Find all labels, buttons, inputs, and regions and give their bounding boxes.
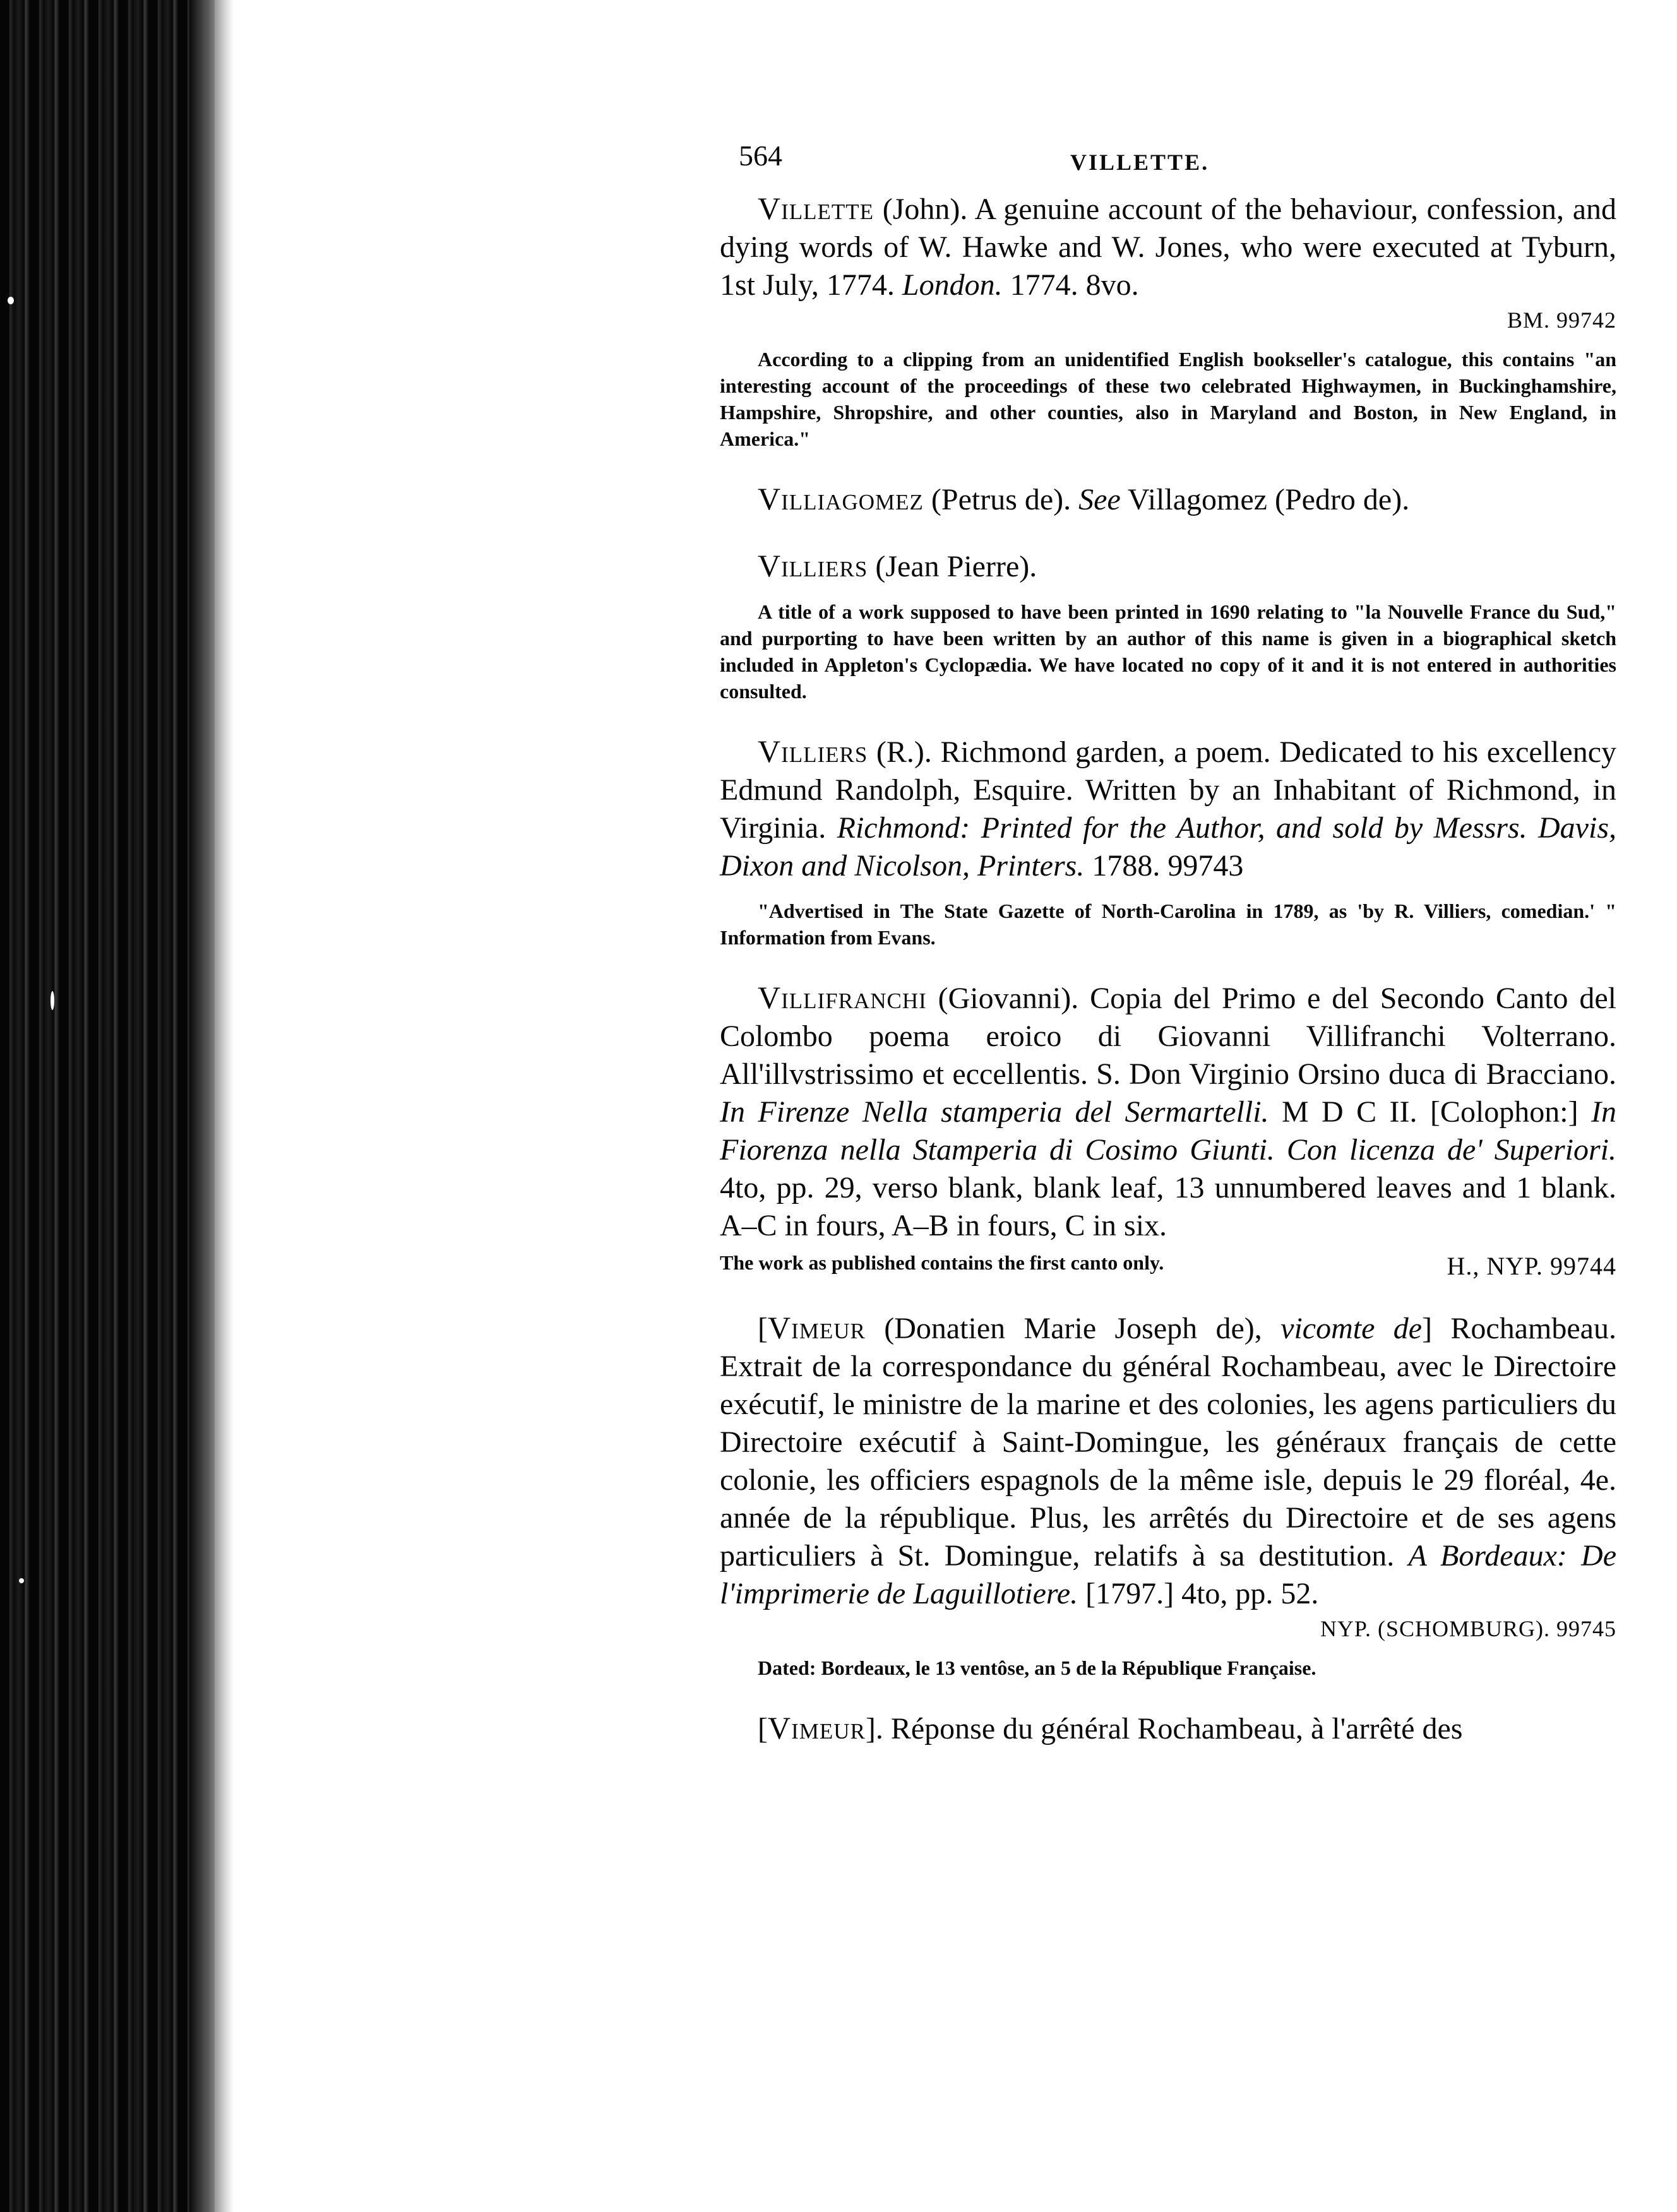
entry-heading: Villifranchi: [758, 980, 927, 1015]
gutter-speck: [8, 297, 14, 304]
bibliographic-entry: [720, 1309, 1616, 1613]
gutter-speck: [19, 1578, 24, 1583]
entry-note: A title of a work supposed to have been printed in 1690 relating to "la Nouvelle France du Sud," and purporting to have been written by an author of this name is given in a biographical sketch included in Appleton's Cyclopædia. We have located no copy of it and it is not entered in authorities consulted.: [720, 600, 1616, 703]
page-number: 564: [739, 140, 782, 172]
bibliographic-entry: [720, 189, 1616, 304]
entry-imprint: London.: [902, 268, 1003, 302]
bibliographic-entry: [720, 1709, 1616, 1748]
entry-text: (Jean Pierre).: [868, 550, 1037, 583]
entry-text: ] Rochambeau. Extrait de la correspondance du général Rochambeau, avec le Directoire exécutif, le ministre de la marine et des colonies, les agens particuliers du Directoire exécutif à Saint-Domingue, les généraux français de cette colonie, les officiers espagnols de la même isle, depuis le 29 floréal, 4e. année de la république. Plus, les arrêtés du Directoire et de ses agens particuliers à St. Domingue, relatifs à sa destitution.: [720, 1312, 1616, 1573]
running-head: [720, 114, 1616, 189]
entry-note: The work as published contains the first canto only.: [720, 1251, 1164, 1274]
book-page: [720, 114, 1616, 1748]
bibliographic-entry: [720, 480, 1616, 519]
bibliographic-entry: [720, 978, 1616, 1245]
entry-heading: Villiers: [758, 734, 868, 769]
entry-note: According to a clipping from an unidentified English bookseller's catalogue, this contains "an interesting account of the proceedings of these two celebrated Highwaymen, in Buckinghamshire, Hampshire, Shropshire, and other counties, also in Maryland and Boston, in New England, in America.": [720, 348, 1616, 450]
entry-location: NYP. (SCHOMBURG). 99745: [1320, 1616, 1616, 1641]
running-title: VILLETTE.: [1070, 150, 1210, 175]
entry-text: ]. Réponse du général Rochambeau, à l'arrêté des: [865, 1712, 1463, 1745]
entry-see: See: [1078, 483, 1121, 516]
gutter-speck: [51, 991, 54, 1010]
entry-text: [1797.] 4to, pp. 52.: [1078, 1577, 1319, 1610]
entry-bracket: [: [758, 1312, 768, 1345]
entry-text: 1774. 8vo.: [1002, 268, 1139, 302]
entry-text: (R.). Richmond garden, a poem. Dedicated to his excellency Edmund Randolph, Esquire. Written by an Inhabitant of Richmond, in Virginia.: [720, 735, 1616, 845]
entry-location: BM. 99742: [1507, 307, 1616, 333]
entry-colophon-imprint: In Fiorenza nella Stamperia di Cosimo Giunti. Con licenza de' Superiori.: [720, 1095, 1617, 1167]
entry-bracket: [: [758, 1712, 768, 1745]
entry-text: (Donatien Marie Joseph de),: [865, 1312, 1281, 1345]
entry-location: H., NYP. 99744: [1447, 1252, 1616, 1280]
entry-heading: Villette: [758, 191, 874, 226]
entry-title-italic: vicomte de: [1280, 1312, 1423, 1345]
entry-imprint: A Bordeaux: De l'imprimerie de Laguillotiere.: [720, 1539, 1617, 1610]
book-gutter: [0, 0, 215, 2212]
entry-text: (John). A genuine account of the behaviour, confession, and dying words of W. Hawke and W. Jones, who were executed at Tyburn, 1st July, 1774.: [720, 193, 1616, 302]
entry-imprint: In Firenze Nella stamperia del Sermartelli.: [720, 1095, 1269, 1129]
gutter-edge-shadow: [189, 0, 234, 2212]
entry-text: (Giovanni). Copia del Primo e del Secondo Canto del Colombo poema eroico di Giovanni Villifranchi Volterrano. All'illvstrissimo et eccellentis. S. Don Virginio Orsino duca di Bracciano.: [720, 982, 1616, 1091]
entry-heading: Villiagomez: [758, 481, 924, 516]
entry-note: "Advertised in The State Gazette of North-Carolina in 1789, as 'by R. Villiers, comedian.' " Information from Evans.: [720, 900, 1616, 949]
bibliographic-entry: [720, 547, 1616, 586]
entry-heading: Vimeur: [767, 1710, 866, 1745]
entry-text: (Petrus de).: [923, 483, 1079, 516]
entry-text: 1788. 99743: [1084, 849, 1244, 883]
entry-text: Villagomez (Pedro de).: [1120, 483, 1410, 516]
entry-heading: Villiers: [758, 548, 868, 583]
bibliographic-entry: [720, 732, 1616, 885]
entry-heading: Vimeur: [767, 1310, 866, 1345]
entry-imprint: Richmond: Printed for the Author, and sold by Messrs. Davis, Dixon and Nicolson, Printers.: [720, 811, 1616, 883]
entry-text: 4to, pp. 29, verso blank, blank leaf, 13 unnumbered leaves and 1 blank. A–C in fours, A–B in fours, C in six.: [720, 1171, 1616, 1242]
entry-text: M D C II. [Colophon:]: [1268, 1095, 1592, 1129]
entry-note: Dated: Bordeaux, le 13 ventôse, an 5 de la République Française.: [758, 1656, 1316, 1679]
entry-note-row: [720, 1251, 1616, 1281]
